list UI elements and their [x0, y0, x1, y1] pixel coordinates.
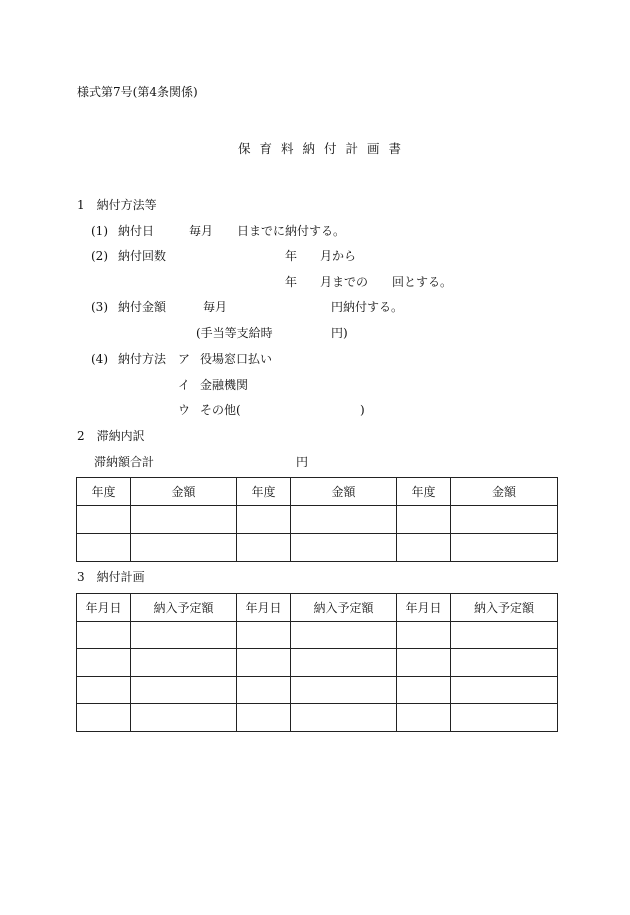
arrears-cell[interactable]: [237, 506, 291, 534]
plan-header-amount: 納入予定額: [131, 594, 237, 622]
plan-header-amount: 納入予定額: [291, 594, 397, 622]
plan-cell[interactable]: [77, 649, 131, 677]
item2-until: 月までの: [320, 275, 369, 289]
plan-cell[interactable]: [131, 677, 237, 704]
item2-from: 月から: [320, 249, 357, 263]
table-row: [77, 622, 558, 649]
plan-cell[interactable]: [451, 649, 558, 677]
item2-year2: 年: [285, 275, 298, 289]
plan-cell[interactable]: [291, 677, 397, 704]
table-row: [77, 704, 558, 732]
item2-times: 回とする。: [392, 275, 453, 289]
arrears-cell[interactable]: [77, 506, 131, 534]
arrears-cell[interactable]: [77, 534, 131, 562]
plan-cell[interactable]: [291, 649, 397, 677]
item3-label: 納付金額: [118, 300, 167, 314]
document-title: 保育料納付計画書: [238, 141, 411, 156]
section1-heading: 1 納付方法等: [77, 198, 157, 212]
item3-yen-text: 円納付する。: [331, 300, 404, 314]
item1-every-month: 毎月: [189, 224, 214, 238]
section3-heading: 3 納付計画: [77, 570, 145, 584]
item2-label: 納付回数: [118, 249, 167, 263]
section2-heading: 2 滞納内訳: [77, 429, 145, 443]
arrears-cell[interactable]: [451, 534, 558, 562]
plan-cell[interactable]: [237, 649, 291, 677]
item3-number: (3): [91, 300, 108, 314]
table-row: [77, 677, 558, 704]
arrears-cell[interactable]: [397, 506, 451, 534]
payment-plan-table: [76, 593, 558, 732]
table-row: [77, 506, 558, 534]
arrears-header-year: 年度: [77, 478, 131, 506]
option-a-text: 役場窓口払い: [200, 352, 273, 366]
plan-cell[interactable]: [451, 704, 558, 732]
item1-number: (1): [91, 224, 108, 238]
arrears-table: [76, 477, 558, 562]
plan-cell[interactable]: [397, 704, 451, 732]
arrears-header-year: 年度: [237, 478, 291, 506]
table-row: [77, 534, 558, 562]
plan-cell[interactable]: [291, 704, 397, 732]
item1-text: 日までに納付する。: [237, 224, 346, 238]
arrears-total-label: 滞納額合計: [94, 455, 155, 469]
arrears-header-amount: 金額: [291, 478, 397, 506]
item3-every-month: 毎月: [203, 300, 228, 314]
option-a-mark: ア: [178, 352, 191, 366]
plan-cell[interactable]: [77, 622, 131, 649]
arrears-header-amount: 金額: [451, 478, 558, 506]
plan-cell[interactable]: [131, 704, 237, 732]
option-u-open: その他(: [200, 403, 241, 417]
plan-cell[interactable]: [237, 677, 291, 704]
arrears-cell[interactable]: [291, 506, 397, 534]
plan-cell[interactable]: [451, 622, 558, 649]
table-row: [77, 649, 558, 677]
arrears-cell[interactable]: [131, 506, 237, 534]
plan-cell[interactable]: [77, 677, 131, 704]
item1-label: 納付日: [118, 224, 155, 238]
item4-number: (4): [91, 352, 108, 366]
option-u-mark: ウ: [178, 403, 191, 417]
item2-number: (2): [91, 249, 108, 263]
option-u-close: ): [360, 403, 365, 417]
arrears-cell[interactable]: [451, 506, 558, 534]
item2-year: 年: [285, 249, 298, 263]
arrears-header-year: 年度: [397, 478, 451, 506]
arrears-cell[interactable]: [131, 534, 237, 562]
plan-header-date: 年月日: [237, 594, 291, 622]
item3-yen-close: 円): [331, 326, 348, 340]
plan-cell[interactable]: [397, 649, 451, 677]
item3-allowance: (手当等支給時: [196, 326, 273, 340]
plan-cell[interactable]: [291, 622, 397, 649]
arrears-header-amount: 金額: [131, 478, 237, 506]
item4-label: 納付方法: [118, 352, 167, 366]
plan-cell[interactable]: [131, 622, 237, 649]
plan-header-date: 年月日: [397, 594, 451, 622]
plan-cell[interactable]: [237, 622, 291, 649]
arrears-cell[interactable]: [397, 534, 451, 562]
plan-cell[interactable]: [397, 622, 451, 649]
plan-header-row: [77, 594, 558, 622]
arrears-header-row: [77, 478, 558, 506]
plan-cell[interactable]: [451, 677, 558, 704]
arrears-cell[interactable]: [237, 534, 291, 562]
plan-cell[interactable]: [77, 704, 131, 732]
plan-cell[interactable]: [397, 677, 451, 704]
plan-header-amount: 納入予定額: [451, 594, 558, 622]
option-i-mark: イ: [178, 378, 191, 392]
arrears-cell[interactable]: [291, 534, 397, 562]
plan-header-date: 年月日: [77, 594, 131, 622]
plan-cell[interactable]: [237, 704, 291, 732]
form-number: 様式第7号(第4条関係): [77, 85, 198, 99]
arrears-total-unit: 円: [296, 455, 309, 469]
option-i-text: 金融機関: [200, 378, 249, 392]
plan-cell[interactable]: [131, 649, 237, 677]
